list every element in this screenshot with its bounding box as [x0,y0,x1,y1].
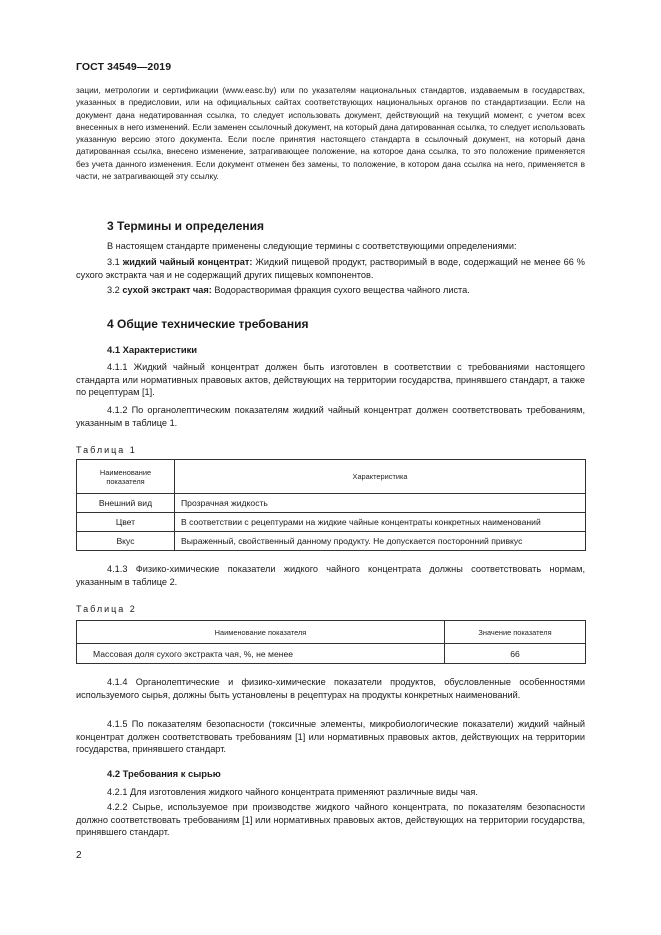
section-4-title: 4 Общие технические требования [107,317,309,331]
term-3-1-definition: Жидкий пищевой продукт, растворимый в воде, содержащий не менее 66 % сухого экстракта чая и не содержащий других пищевых компонентов. [76,257,585,280]
subsection-4-1-title: 4.1 Характеристики [107,344,198,355]
table-cell-value: Прозрачная жидкость [175,494,586,513]
table-row [77,532,586,551]
term-3-1-number: 3.1 [107,257,120,267]
table-row [77,513,586,532]
section-3-intro: В настоящем стандарте применены следующие термины с соответствующими определениями: [107,241,517,251]
paragraph-4-2-1: 4.2.1 Для изготовления жидкого чайного концентрата применяют различные виды чая. [107,787,478,797]
table-1-caption: Таблица 1 [76,445,137,455]
paragraph-4-1-1: 4.1.1 Жидкий чайный концентрат должен быть изготовлен в соответствии с требованиями настоящего стандарта или нормативных правовых актов, действующих на территории государства, принявшего стандарт, а также по рецептурам [1]. [76,362,585,398]
table-1 [76,459,586,551]
intro-paragraph: зации, метрологии и сертификации (www.easc.by) или по указателям национальных стандартов, издаваемым в государствах, указанных в предисловии, или на официальных сайтах соответствующих национальных органов по стандартизации. Если на документ дана недатированная ссылка, то следует использовать документ, действующий на текущий момент, с учетом всех внесенных в него изменений. Если заменен ссылочный документ, на который дана датированная ссылка, то следует использовать указанную версию этого документа. Если после принятия настоящего стандарта в ссылочный документ, на который дана датированная ссылка, внесено изменение, затрагивающее положение, на которое дана ссылка, то это положение применяется без учета данного изменения. Если документ отменен без замены, то положение, в котором дана ссылка на него, применяется в части, не затрагивающей эту ссылку. [76,85,585,182]
document-header: ГОСТ 34549—2019 [76,61,172,73]
table-2-header-name: Наименование показателя [77,621,445,644]
subsection-4-2-title: 4.2 Требования к сырью [107,768,221,779]
table-row [77,494,586,513]
table-1-header-row [77,460,586,494]
table-cell-name: Массовая доля сухого экстракта чая, %, не менее [77,644,445,664]
table-cell-name: Цвет [77,513,175,532]
table-cell-value: 66 [445,644,586,664]
table-1-header-characteristic: Характеристика [175,460,586,494]
paragraph-4-1-3: 4.1.3 Физико-химические показатели жидкого чайного концентрата должны соответствовать нормам, указанным в таблице 2. [76,564,585,587]
table-cell-name: Вкус [77,532,175,551]
table-row [77,644,586,664]
paragraph-4-1-2: 4.1.2 По органолептическим показателям жидкий чайный концентрат должен соответствовать требованиям, указанным в таблице 1. [76,405,585,428]
paragraph-4-2-2: 4.2.2 Сырье, используемое при производстве жидкого чайного концентрата, по показателям безопасности должно соответствовать требованиям [1] или нормативных правовых актов, действующих на территории государства, принявшего стандарт. [76,802,585,838]
table-2 [76,620,586,664]
term-3-2-definition: Водорастворимая фракция сухого вещества чайного листа. [214,285,470,295]
term-3-1-term: жидкий чайный концентрат: [122,257,253,267]
term-3-2 [76,284,585,297]
paragraph-4-1-5: 4.1.5 По показателям безопасности (токсичные элементы, микробиологические показатели) жидкий чайный концентрат должен соответствовать требованиям [1] или нормативных правовых актов, действующих на территории государства, принявшего стандарт. [76,719,585,755]
paragraph-4-1-4: 4.1.4 Органолептические и физико-химические показатели продуктов, обусловленные особенностями используемого сырья, должны быть установлены в рецептурах на продукты конкретных наименований. [76,677,585,700]
term-3-2-term: сухой экстракт чая: [122,285,212,295]
table-2-header-value: Значение показателя [445,621,586,644]
table-cell-value: В соответствии с рецептурами на жидкие чайные концентраты конкретных наименований [175,513,586,532]
table-2-caption: Таблица 2 [76,604,137,614]
term-3-1 [76,256,585,281]
term-3-2-number: 3.2 [107,285,120,295]
table-1-header-name: Наименование показателя [77,460,175,494]
table-cell-name: Внешний вид [77,494,175,513]
table-cell-value: Выраженный, свойственный данному продукту. Не допускается посторонний привкус [175,532,586,551]
table-2-header-row [77,621,586,644]
page-number: 2 [76,850,82,861]
section-3-title: 3 Термины и определения [107,219,265,233]
